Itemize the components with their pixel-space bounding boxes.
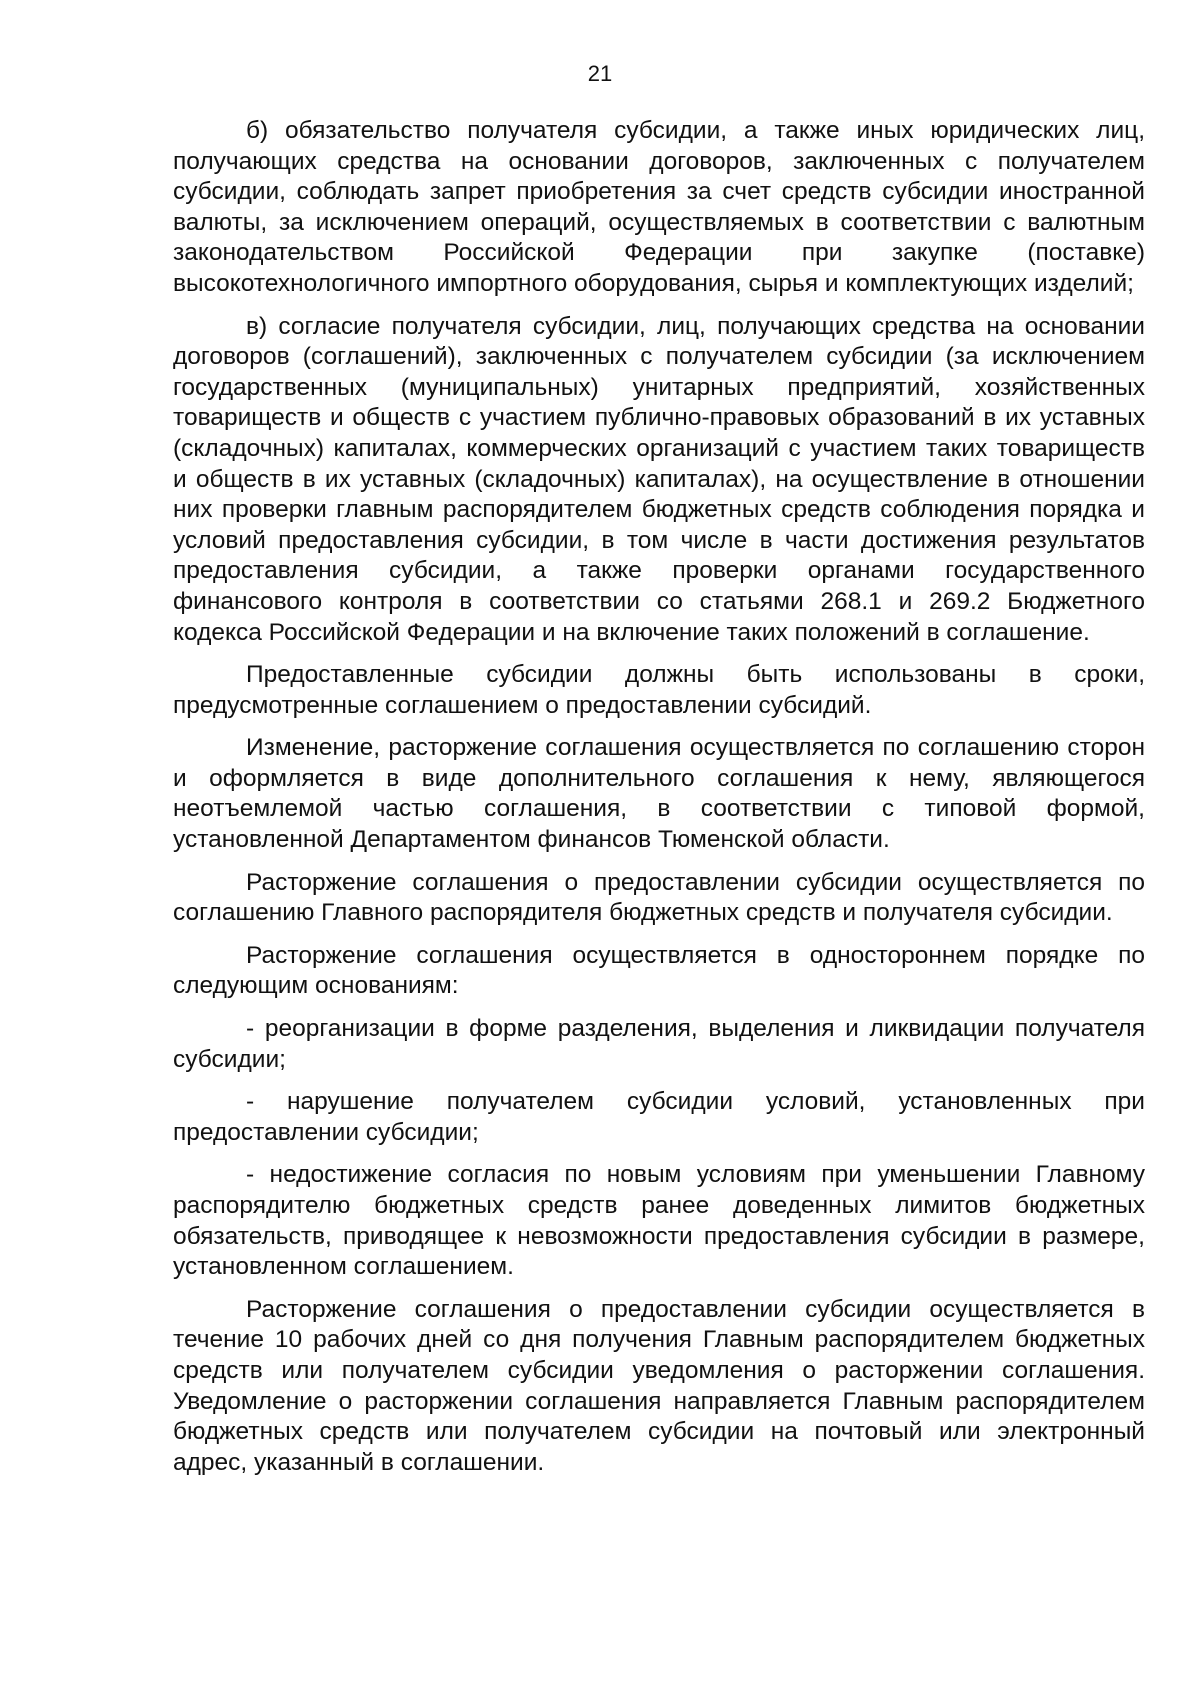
paragraph-unilateral-termination: Расторжение соглашения осуществляется в одностороннем порядке по следующим основаниям: [173, 941, 1145, 1000]
paragraph-termination-by-agreement: Расторжение соглашения о предоставлении субсидии осуществляется по соглашению Главного распорядителя бюджетных средств и получателя субсидии. [173, 868, 1145, 927]
paragraph-amendment: Изменение, расторжение соглашения осуществляется по соглашению сторон и оформляется в виде дополнительного соглашения к нему, являющегося неотъемлемой частью соглашения, в соответствии с типовой формой, установленной Департаментом финансов Тюменской области. [173, 734, 1145, 854]
paragraph-b-obligation: б) обязательство получателя субсидии, а также иных юридических лиц, получающих средства на основании договоров, заключенных с получателем субсидии, соблюдать запрет приобретения за счет средств субсидии иностранной валюты, за исключением операций, осуществляемых в соответствии с валютным законодательством Российской Федерации при закупке (поставке) высокотехнологичного импортного оборудования, сырья и комплектующих изделий; [173, 117, 1145, 297]
list-item-violation: - нарушение получателем субсидии условий, установленных при предоставлении субсидии; [173, 1088, 1145, 1146]
paragraph-usage-terms: Предоставленные субсидии должны быть использованы в сроки, предусмотренные соглашением о предоставлении субсидий. [173, 661, 1145, 719]
page-number: 21 [587, 61, 613, 86]
paragraph-termination-deadline: Расторжение соглашения о предоставлении субсидии осуществляется в течение 10 рабочих дней со дня получения Главным распорядителем бюджетных средств или получателем субсидии уведомления о расторжении соглашения. Уведомление о расторжении соглашения направляется Главным распорядителем бюджетных средств или получателем субсидии на почтовый или электронный адрес, указанный в соглашении. [173, 1295, 1145, 1476]
paragraph-v-consent: в) согласие получателя субсидии, лиц, получающих средства на основании договоров (соглашений), заключенных с получателем субсидии (за исключением государственных (муниципальных) унитарных предприятий, хозяйственных товариществ и обществ с участием публично-правовых образований в их уставных (складочных) капиталах, коммерческих организаций с участием таких товариществ и обществ в их уставных (складочных) капиталах), на осуществление в отношении них проверки главным распорядителем бюджетных средств соблюдения порядка и условий предоставления субсидии, в том числе в части достижения результатов предоставления субсидии, а также проверки органами государственного финансового контроля в соответствии со статьями 268.1 и 269.2 Бюджетного кодекса Российской Федерации и на включение таких положений в соглашение. [173, 312, 1145, 646]
document-body [173, 116, 1145, 1490]
list-item-no-agreement: - недостижение согласия по новым условиям при уменьшении Главному распорядителю бюджетных средств ранее доведенных лимитов бюджетных обязательств, приводящее к невозможности предоставления субсидии в размере, установленном соглашением. [173, 1161, 1145, 1281]
list-item-reorganization: - реорганизации в форме разделения, выделения и ликвидации получателя субсидии; [173, 1015, 1145, 1073]
